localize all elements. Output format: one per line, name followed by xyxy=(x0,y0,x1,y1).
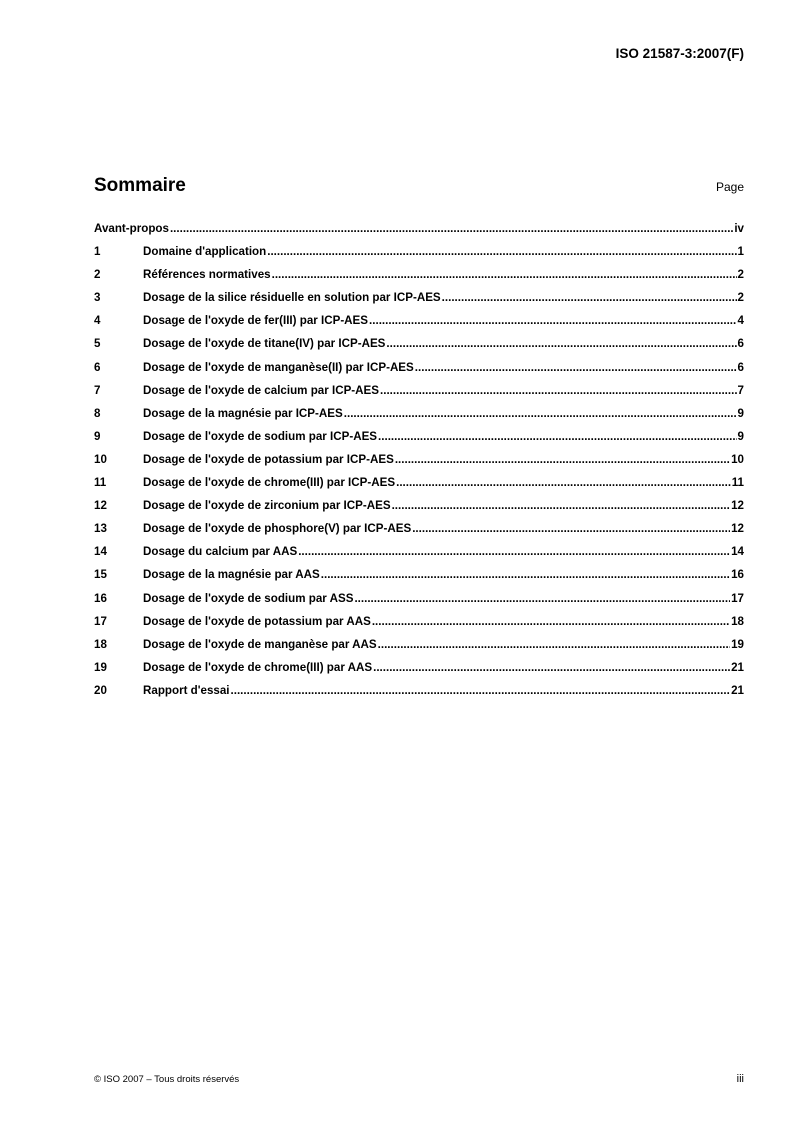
toc-entry-page: 21 xyxy=(731,660,744,674)
toc-entry-page: 9 xyxy=(737,406,744,420)
toc-entry-page: 2 xyxy=(737,268,744,282)
toc-entry[interactable] xyxy=(94,453,744,476)
toc-entry-page: 17 xyxy=(731,591,744,605)
toc-entry-title: Avant-propos xyxy=(94,222,169,235)
toc-entry-title: Dosage de l'oxyde de chrome(III) par AAS xyxy=(143,660,373,674)
toc-dot-leader xyxy=(354,592,730,605)
toc-entry-page: 10 xyxy=(731,452,744,466)
toc-entry[interactable] xyxy=(94,361,744,384)
toc-entry[interactable] xyxy=(94,268,744,291)
toc-entry[interactable] xyxy=(94,291,744,314)
toc-entry[interactable] xyxy=(94,684,744,707)
toc-entry-page: 9 xyxy=(737,429,744,443)
toc-entry[interactable] xyxy=(94,638,744,661)
toc-entry-page: 4 xyxy=(737,314,744,328)
toc-entry[interactable] xyxy=(94,245,744,268)
toc-dot-leader xyxy=(380,384,737,397)
toc-entry-number: 20 xyxy=(94,683,107,697)
toc-dot-leader xyxy=(272,268,737,281)
toc-entry-title: Dosage de l'oxyde de chrome(III) par ICP-AES xyxy=(143,476,396,490)
toc-entry-page: 11 xyxy=(731,476,744,490)
toc-entry-page: 1 xyxy=(737,245,744,259)
toc-dot-leader xyxy=(415,361,737,374)
toc-entry-number: 4 xyxy=(94,314,101,328)
toc-entry-title: Références normatives xyxy=(143,268,271,282)
toc-dot-leader xyxy=(412,522,730,535)
table-of-contents xyxy=(94,222,744,707)
toc-entry-title: Dosage de l'oxyde de potassium par ICP-AES xyxy=(143,452,394,466)
document-reference: ISO 21587-3:2007(F) xyxy=(615,46,744,61)
toc-entry-title: Dosage de l'oxyde de calcium par ICP-AES xyxy=(143,383,379,397)
toc-entry-number: 19 xyxy=(94,660,107,674)
toc-entry-number: 7 xyxy=(94,383,101,397)
toc-entry[interactable] xyxy=(94,592,744,615)
toc-entry-title: Dosage de l'oxyde de zirconium par ICP-AES xyxy=(143,499,391,513)
toc-entry-title: Dosage de l'oxyde de fer(III) par ICP-AES xyxy=(143,314,369,328)
toc-entry-number: 9 xyxy=(94,429,101,443)
toc-entry-title: Dosage de l'oxyde de manganèse(II) par ICP-AES xyxy=(143,360,414,374)
toc-dot-leader xyxy=(372,615,730,628)
toc-entry-page: 7 xyxy=(737,383,744,397)
toc-dot-leader xyxy=(386,337,736,350)
toc-dot-leader xyxy=(442,291,737,304)
footer-page-number: iii xyxy=(736,1073,744,1085)
toc-entry-number: 13 xyxy=(94,522,107,536)
toc-dot-leader xyxy=(373,661,730,674)
toc-entry-number: 6 xyxy=(94,360,101,374)
toc-entry-page: iv xyxy=(734,222,744,235)
toc-entry-number: 12 xyxy=(94,499,107,513)
toc-dot-leader xyxy=(378,638,730,651)
toc-entry-title: Rapport d'essai xyxy=(143,683,230,697)
toc-entry-title: Dosage de l'oxyde de sodium par ICP-AES xyxy=(143,429,378,443)
toc-entry[interactable] xyxy=(94,499,744,522)
toc-entry-number: 17 xyxy=(94,614,107,628)
toc-entry-title: Dosage de l'oxyde de phosphore(V) par ICP-AES xyxy=(143,522,412,536)
toc-entry-title: Dosage de la magnésie par ICP-AES xyxy=(143,406,343,420)
toc-entry[interactable] xyxy=(94,476,744,499)
toc-entry-title: Dosage de la silice résiduelle en solution par ICP-AES xyxy=(143,291,441,305)
toc-entry-number: 1 xyxy=(94,245,101,259)
toc-dot-leader xyxy=(378,430,737,443)
toc-dot-leader xyxy=(369,314,737,327)
toc-dot-leader xyxy=(267,245,736,258)
toc-entry[interactable] xyxy=(94,337,744,360)
toc-entry-page: 2 xyxy=(737,291,744,305)
toc-dot-leader xyxy=(395,453,730,466)
toc-entry[interactable] xyxy=(94,407,744,430)
toc-entry-page: 21 xyxy=(731,683,744,697)
toc-dot-leader xyxy=(396,476,731,489)
toc-dot-leader xyxy=(392,499,731,512)
toc-entry-title: Domaine d'application xyxy=(143,245,267,259)
footer-copyright: © ISO 2007 – Tous droits réservés xyxy=(94,1074,240,1085)
toc-dot-leader xyxy=(298,545,730,558)
toc-entry-number: 18 xyxy=(94,637,107,651)
toc-entry[interactable] xyxy=(94,568,744,591)
toc-entry-page: 14 xyxy=(731,545,744,559)
toc-entry-number: 14 xyxy=(94,545,107,559)
toc-entry-page: 19 xyxy=(731,637,744,651)
toc-entry[interactable] xyxy=(94,615,744,638)
toc-title: Sommaire xyxy=(94,175,186,196)
toc-entry-page: 6 xyxy=(737,360,744,374)
toc-entry-number: 11 xyxy=(94,476,107,490)
toc-entry[interactable] xyxy=(94,222,744,245)
toc-entry-title: Dosage de l'oxyde de manganèse par AAS xyxy=(143,637,377,651)
toc-entry-number: 10 xyxy=(94,452,107,466)
toc-entry[interactable] xyxy=(94,545,744,568)
toc-entry-number: 16 xyxy=(94,591,107,605)
toc-entry-number: 15 xyxy=(94,568,107,582)
toc-entry-page: 18 xyxy=(731,614,744,628)
page-column-label: Page xyxy=(715,180,744,194)
toc-entry-page: 6 xyxy=(737,337,744,351)
toc-entry[interactable] xyxy=(94,522,744,545)
toc-dot-leader xyxy=(321,568,730,581)
toc-entry[interactable] xyxy=(94,384,744,407)
toc-entry[interactable] xyxy=(94,314,744,337)
toc-dot-leader xyxy=(344,407,737,420)
toc-entry-page: 12 xyxy=(731,499,744,513)
toc-entry-title: Dosage de l'oxyde de titane(IV) par ICP-AES xyxy=(143,337,386,351)
toc-entry-title: Dosage du calcium par AAS xyxy=(143,545,298,559)
toc-dot-leader xyxy=(231,684,731,697)
toc-entry-title: Dosage de l'oxyde de sodium par ASS xyxy=(143,591,354,605)
toc-entry-title: Dosage de l'oxyde de potassium par AAS xyxy=(143,614,371,628)
toc-entry-number: 5 xyxy=(94,337,101,351)
toc-entry[interactable] xyxy=(94,661,744,684)
toc-entry-number: 3 xyxy=(94,291,101,305)
toc-dot-leader xyxy=(170,222,733,235)
toc-entry-page: 16 xyxy=(731,568,744,582)
toc-entry-number: 8 xyxy=(94,406,101,420)
toc-entry-title: Dosage de la magnésie par AAS xyxy=(143,568,320,582)
toc-entry-number: 2 xyxy=(94,268,101,282)
toc-entry[interactable] xyxy=(94,430,744,453)
toc-entry-page: 12 xyxy=(731,522,744,536)
